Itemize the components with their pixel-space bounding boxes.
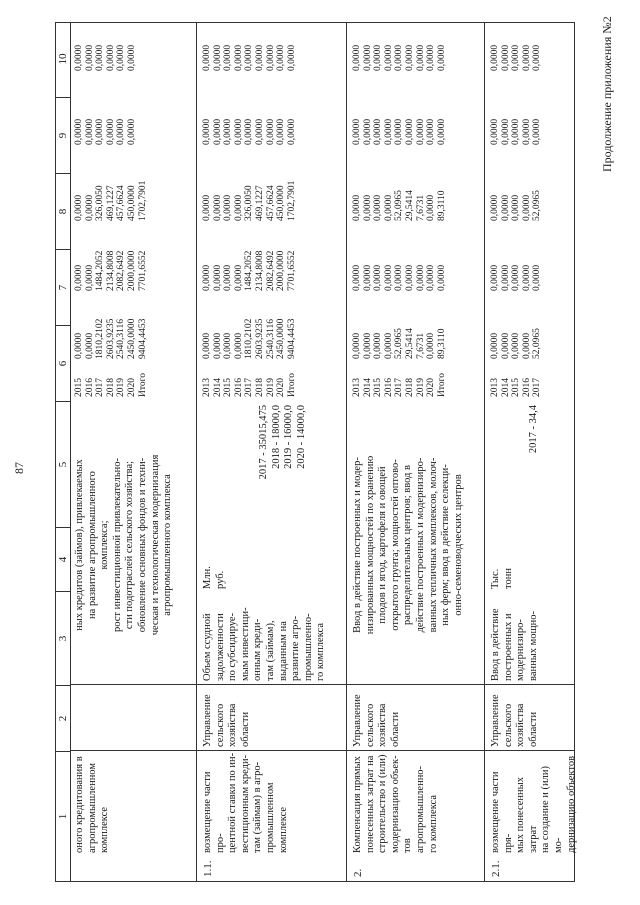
- row2-col8: 0,0000 0,0000 0,0000 0,0000 52,0965 29,5414 7,6731 0,0000 89,3110: [352, 190, 447, 221]
- row0-col9: 0,0000 0,0000 0,0000 0,0000 0,0000 0,0000: [74, 118, 137, 145]
- row1-years: 2013 2014 2015 2016 2017 2018 2019 2020 Итого: [202, 372, 297, 397]
- rotated-table-page: [55, 22, 575, 882]
- header-col-8: 8: [56, 173, 70, 249]
- row1-col6: 0,0000 0,0000 0,0000 0,0000 1810,2102 2603,9235 2540,3116 2450,0000 9404,4453: [202, 318, 297, 359]
- appendix-title: Продолжение приложения №2: [600, 16, 614, 172]
- row2-col6: 0,0000 0,0000 0,0000 0,0000 52,0965 29,5414 7,6731 0,0000 89,3110: [352, 328, 447, 359]
- row3-col10: 0,0000 0,0000 0,0000 0,0000 0,0000: [490, 44, 543, 71]
- header-col-9: 9: [56, 97, 70, 173]
- row3-number: 2.1.: [490, 860, 502, 877]
- row0-years: 2015 2016 2017 2018 2019 2020 Итого: [74, 372, 148, 397]
- row1-executor: Управление сельского хозяйства области: [202, 694, 251, 747]
- row2-col7: 0,0000 0,0000 0,0000 0,0000 0,0000 0,0000 0,0000 0,0000 0,0000: [352, 264, 447, 291]
- table-header-row: [56, 23, 71, 881]
- row1-unit: Млн. руб.: [202, 566, 226, 589]
- header-col-2: 2: [56, 685, 70, 751]
- row3-col6: 0,0000 0,0000 0,0000 0,0000 52,0965: [490, 328, 543, 359]
- row2-indicator: Ввод в действие построенных и модер- низированных мощностей по хранению плодов и ягод, картофеля и овощей открытого грунта; мощностей оптово- распределительных центров; ввод в действие построенных и модернизиро- ванных тепличных комплексов, молоч- ных ферм; ввод в действие селекци- онно-семеноводческих центров: [352, 455, 464, 635]
- header-col-1: 1: [56, 751, 70, 881]
- header-col-3: 3: [56, 591, 70, 685]
- row2-description: Компенсация прямых понесенных затрат на строительство и (или) модернизацию объек- тов агропромышленно- го комплекса: [352, 754, 439, 853]
- row2-col10: 0,0000 0,0000 0,0000 0,0000 0,0000 0,0000 0,0000 0,0000 0,0000: [352, 44, 447, 71]
- row0-col10: 0,0000 0,0000 0,0000 0,0000 0,0000 0,0000: [74, 44, 137, 71]
- header-col-6: 6: [56, 325, 70, 401]
- page-number: 87: [12, 462, 26, 474]
- row3-indicator: Ввод в действие построенных и модернизиро- ванных мощно-: [490, 608, 539, 681]
- grid-line: [70, 684, 574, 685]
- row1-col7: 0,0000 0,0000 0,0000 0,0000 1484,2052 2134,8008 2082,6492 2000,0000 7701,6552: [202, 250, 297, 291]
- row3-executor: Управление сельского хозяйства области: [490, 694, 539, 747]
- row2-executor: Управление сельского хозяйства области: [352, 694, 401, 747]
- row1-col9: 0,0000 0,0000 0,0000 0,0000 0,0000 0,0000 0,0000 0,0000 0,0000: [202, 118, 297, 145]
- row3-col8: 0,0000 0,0000 0,0000 0,0000 52,0965: [490, 190, 543, 221]
- row1-targets: 2017 - 35015,475 2018 - 18000,0 2019 - 16000,0 2020 - 14000,0: [258, 405, 307, 480]
- row0-col7: 0,0000 0,0000 1484,2052 2134,8008 2082,6492 2000,0000 7701,6552: [74, 250, 148, 291]
- row0-col6: 0,0000 0,0000 1810,2102 2603,9235 2540,3116 2450,0000 9404,4453: [74, 318, 148, 359]
- row0-col8: 0,0000 0,0000 326,0050 469,1227 457,6624 450,0000 1702,7901: [74, 180, 148, 221]
- row0-indicators: ных кредитов (займов), привлекаемых на развитие агропромышленного комплекса; рост инвестиционной привлекательно- сти подотраслей сельского хозяйства; обновление основных фондов и техни- ческая и технологическая модернизация агропромышленного комплекса: [74, 454, 174, 636]
- row-separator: [346, 23, 347, 881]
- row3-years: 2013 2014 2015 2016 2017: [490, 378, 543, 397]
- row1-indicator: Объем ссудной задолженности по субсидируе- мым инвестици- онным креди- там (займам), выданным на развитие агро- промышленно- го комплекса: [202, 607, 327, 681]
- row3-col7: 0,0000 0,0000 0,0000 0,0000 0,0000: [490, 264, 543, 291]
- row0-description: оного кредитования в агропромышленном комплексе: [74, 756, 111, 853]
- row2-col9: 0,0000 0,0000 0,0000 0,0000 0,0000 0,0000 0,0000 0,0000 0,0000: [352, 118, 447, 145]
- row1-col10: 0,0000 0,0000 0,0000 0,0000 0,0000 0,0000 0,0000 0,0000 0,0000: [202, 44, 297, 71]
- program-table: [55, 22, 575, 882]
- header-col-5: 5: [56, 401, 70, 527]
- row-separator: [196, 23, 197, 881]
- row-separator: [484, 23, 485, 881]
- header-col-7: 7: [56, 249, 70, 325]
- row3-col9: 0,0000 0,0000 0,0000 0,0000 0,0000: [490, 118, 543, 145]
- row2-years: 2013 2014 2015 2016 2017 2018 2019 2020 Итого: [352, 372, 447, 397]
- row3-unit: Тыс. тонн: [490, 568, 514, 589]
- row1-number: 1.1.: [202, 860, 214, 877]
- header-col-4: 4: [56, 527, 70, 591]
- row3-targets: 2017 - 34,4: [528, 405, 539, 454]
- row1-description: возмещение части про- центной ставки по ин- вестиционным креди- там (займам) в агро- промышленном комплексе: [202, 752, 289, 853]
- row3-description: возмещение части пря- мых понесенных затрат на создание и (или) мо- дернизацию объектов: [490, 755, 577, 853]
- header-col-10: 10: [57, 53, 69, 65]
- row1-col8: 0,0000 0,0000 0,0000 0,0000 326,0050 469,1227 457,6624 450,0000 1702,7901: [202, 180, 297, 221]
- row2-number: 2.: [352, 868, 364, 877]
